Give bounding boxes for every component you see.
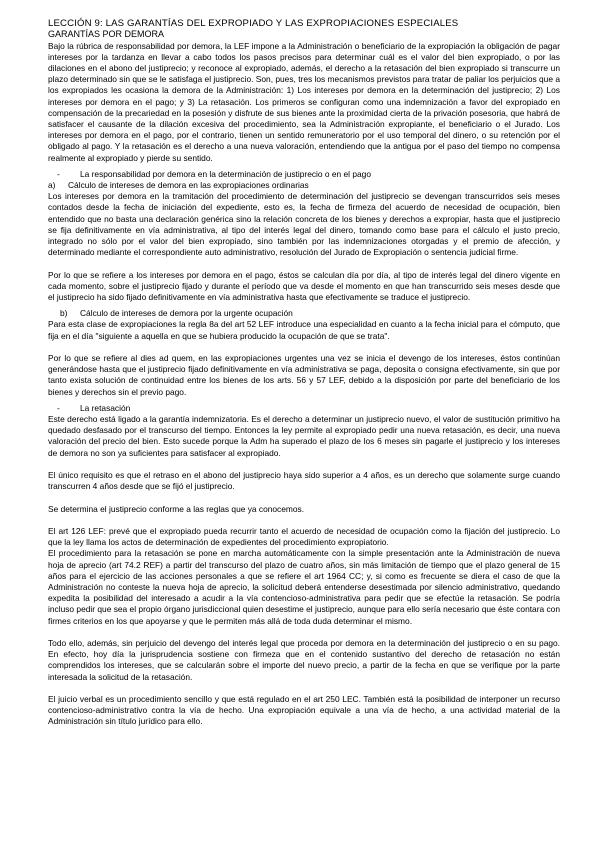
heading-ordinarias [48,180,560,191]
heading-responsabilidad-text: La responsabilidad por demora en la determinación de justiprecio o en el pago [80,168,371,179]
retasacion-paragraph-1: Este derecho está ligado a la garantía indemnizatoria. Es el derecho a determinar un justiprecio nuevo, el valor de sustitución primitivo ha quedado desfasado por el transcurso del tiempo. Entonces la ley permite al expropiado pedir una nueva retasación, es decir, una nueva valoración del precio del bien. Esto sucede porque la Adm ha superado el plazo de los 6 meses sin pagarle el justiprecio y los intereses de demora no son ya suficientes para satisfacer al expropiado. [48,413,560,458]
list-marker-a: a) [48,179,56,190]
heading-urgente-text: Cálculo de intereses de demora por la urgente ocupación [80,308,293,319]
heading-urgente [48,308,560,319]
retasacion-paragraph-5: Todo ello, además, sin perjuicio del devengo del interés legal que proceda por demora en la determinación del justiprecio o en su pago. En efecto, hoy día la jurisprudencia sostiene con firmeza que en el contenido sustantivo del derecho de retasación no están comprendidos los intereses, que se calcularán sobre el importe del nuevo precio, a partir de la fecha en que se verifique por la parte interesada la solicitud de la retasación. [48,637,560,682]
intro-paragraph: Bajo la rúbrica de responsabilidad por demora, la LEF impone a la Administración o beneficiario de la expropiación la obligación de pagar intereses por la tardanza en llevar a cabo todos los pasos precisos para determinar cuál es el valor del bien expropiado, o por las dilaciones en el abono del justiprecio; y reconoce al expropiado, además, el derecho a la retasación del bien expropiado si transcurre un plazo determinado sin que se le satisfaga el justiprecio. Son, pues, tres los mecanismos previstos para tratar de paliar los perjuicios que a los expropiados les ocasiona la demora de la Administración: 1) Los intereses por demora en la determinación del justiprecio; 2) Los intereses por demora en el pago; y 3) La retasación. Los primeros se configuran como una indemnización a favor del expropiado en compensación de la precariedad en la posesión y disfrute de sus bienes ante la proximidad cierta de la privación posesoria, que habrá de satisfacer el causante de la dilación excesiva del procedimiento, sea la Administración expropiante, el beneficiario o el Jurado. Los intereses por demora en el pago, por el contrario, tienen un sentido remuneratorio por el uso temporal del dinero, o su retención por el obligado al pago. Y la retasación es el derecho a una nueva valoración, entendiendo que la antigua por el paso del tiempo no compensa realmente al expropiado y pierde su sentido. [48,40,560,163]
ordinarias-paragraph-2: Por lo que se refiere a los intereses por demora en el pago, éstos se calculan día por día, al tipo de interés legal del dinero vigente en cada momento, sobre el justiprecio fijado y durante el período que va desde el momento en que han transcurrido seis meses desde que el justiprecio ha sido fijado definitivamente en vía administrativa hasta que efectivamente se traduce el justiprecio. [48,269,560,302]
list-marker-b: b) [60,308,68,319]
heading-ordinarias-text: Cálculo de intereses de demora en las expropiaciones ordinarias [68,179,309,190]
heading-retasacion-text: La retasación [80,402,131,413]
heading-retasacion [48,403,560,414]
section-subtitle: GARANTÍAS POR DEMORA [48,29,165,39]
lesson-title: LECCIÓN 9: LAS GARANTÍAS DEL EXPROPIADO Y LAS EXPROPIACIONES ESPECIALES [48,18,459,29]
retasacion-paragraph-2: El único requisito es que el retraso en el abono del justiprecio haya sido superior a 4 años, es un derecho que solamente surge cuando transcurren 4 años desde que se fijó el justiprecio. [48,469,560,492]
heading-responsabilidad [48,169,560,180]
urgente-paragraph-2: Por lo que se refiere al dies ad quem, en las expropiaciones urgentes una vez se inicia el devengo de los intereses, éstos continúan generándose hasta que el justiprecio fijado definitivamente en vía administrativa se paga, deposita o consigna efectivamente, sin que por tanto exista solución de continuidad entre los bienes de los arts. 56 y 57 LEF, debido a la disposición por parte del beneficiario de los bienes y derechos sin el previo pago. [48,352,560,397]
retasacion-paragraph-4b: El procedimiento para la retasación se pone en marcha automáticamente con la simple presentación ante la Administración de nueva hoja de aprecio (art 74.2 REF) a partir del transcurso del plazo de cuatro años, sin más limitación de tiempo que el plazo general de 15 años para el ejercicio de las acciones personales a que se refiere el art 1964 CC; y, si como es frecuente se diera el caso de que la Administración no conteste la nueva hoja de aprecio, la solicitud deberá entenderse desestimada por silencio administrativo, quedando expedita la posibilidad del interesado a acudir a la vía contencioso-administrativa para pedir que se efectúe la retasación. Se podría incluso pedir que sea el propio órgano jurisdiccional quien desestime el justiprecio, aunque para ello sería necesario que éste contara con firmes criterios en los que apoyarse y que le permiten más allá de toda duda determinar el mismo. [48,548,560,626]
bullet-marker: - [57,168,60,179]
bullet-marker: - [57,402,60,413]
retasacion-paragraph-4a: El art 126 LEF: prevé que el expropiado pueda recurrir tanto el acuerdo de necesidad de ocupación como la fijación del justiprecio. Lo que la ley llama los actos de determinación de expedientes del procedimiento expropiatorio. [48,525,560,548]
document-page [48,18,560,728]
ordinarias-paragraph-1: Los intereses por demora en la tramitación del procedimiento de determinación del justiprecio se devengan transcurridos seis meses contados desde la fecha de iniciación del expediente, esto es, la fecha de firmeza del acuerdo de necesidad de ocupación, bien entendido que no basta una declaración genérica sino la relación concreta de los bienes y derechos a expropiar, hasta que el justiprecio se fija definitivamente en vía administrativa, al tipo del interés legal del dinero, tomando como base para el cálculo el justo precio, integrado no sólo por el valor del bien expropiado, sino también por las indemnizaciones otorgadas y el premio de afección, y determinado mediante el correspondiente auto administrativo, resolución del Jurado de Expropiación o sentencia judicial firme. [48,191,560,258]
retasacion-paragraph-3: Se determina el justiprecio conforme a las reglas que ya conocemos. [48,503,305,514]
urgente-paragraph-1: Para esta clase de expropiaciones la regla 8a del art 52 LEF introduce una especialidad en cuanto a la fecha inicial para el cómputo, que fija en el día "siguiente a aquella en que se hubiera producido la ocupación de que se trata". [48,319,560,341]
retasacion-paragraph-6: El juicio verbal es un procedimiento sencillo y que está regulado en el art 250 LEC. También está la posibilidad de interponer un recurso contencioso-administrativo contra la vía de hecho. Una expropiación equivale a una vía de hecho, a una actividad material de la Administración sin título jurídico para ello. [48,693,560,727]
